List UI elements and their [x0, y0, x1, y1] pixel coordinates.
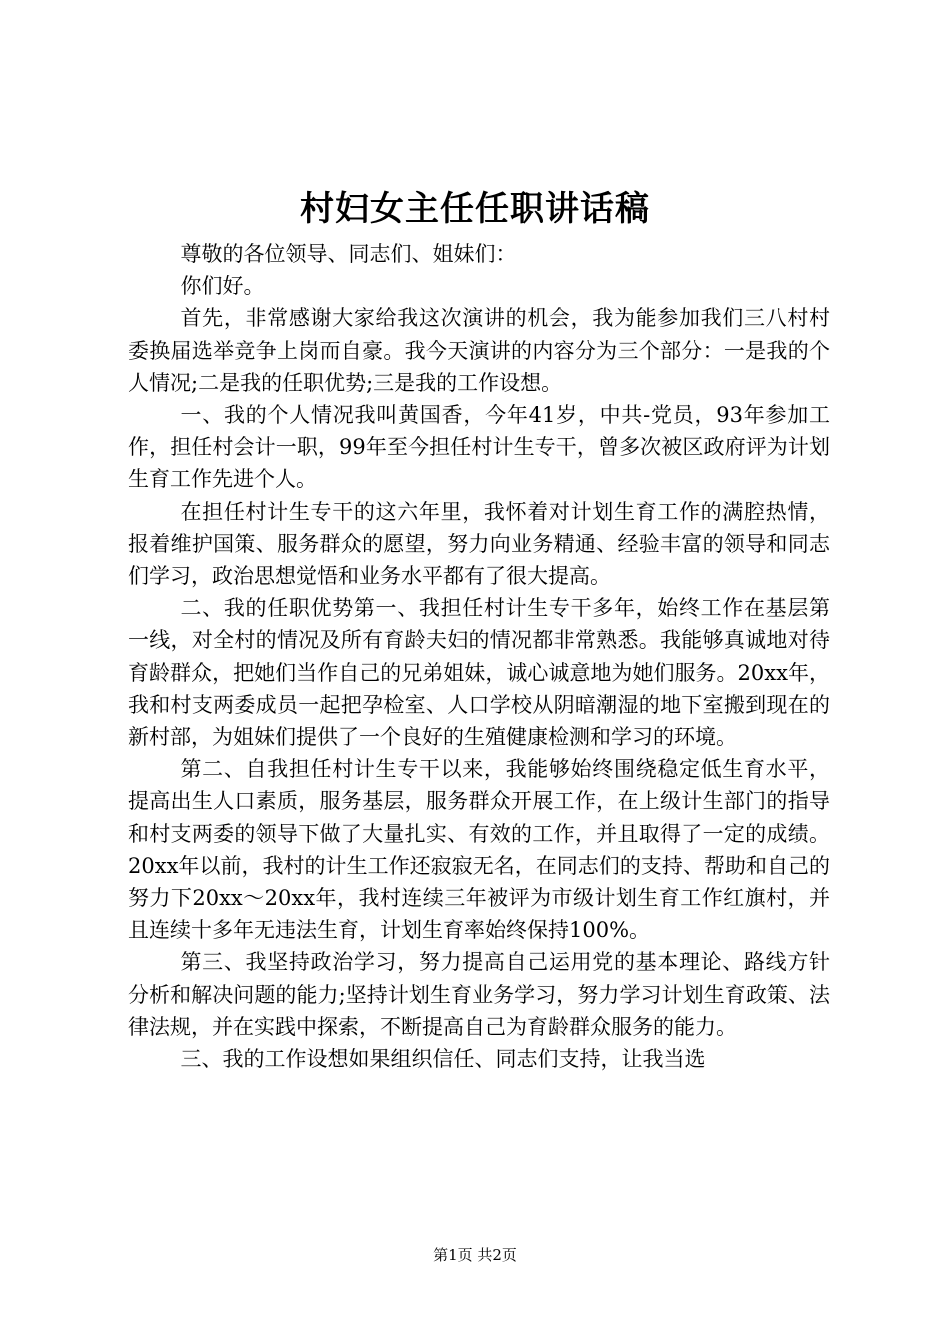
paragraph-intro: 首先，非常感谢大家给我这次演讲的机会，我为能参加我们三八村村委换届选举竞争上岗而自豪。我今天演讲的内容分为三个部分：一是我的个人情况;二是我的任职优势;三是我的工作设想。 — [128, 306, 830, 395]
paragraph-advantage-three: 第三、我坚持政治学习，努力提高自己运用党的基本理论、路线方针分析和解决问题的能力;坚持计划生育业务学习，努力学习计划生育政策、法律法规，并在实践中探索，不断提高自己为育龄群众服务的能力。 — [128, 950, 830, 1039]
paragraph-personal-info: 一、我的个人情况我叫黄国香，今年41岁，中共-党员，93年参加工作，担任村会计一职，99年至今担任村计生专干，曾多次被区政府评为计划生育工作先进个人。 — [128, 403, 830, 492]
paragraph-hello: 你们好。 — [180, 274, 265, 299]
paragraph-experience: 在担任村计生专干的这六年里，我怀着对计划生育工作的满腔热情，报着维护国策、服务群众的愿望，努力向业务精通、经验丰富的领导和同志们学习，政治思想觉悟和业务水平都有了很大提高。 — [128, 499, 830, 589]
paragraph-advantage-two: 第二、自我担任村计生专干以来，我能够始终围绕稳定低生育水平，提高出生人口素质，服务基层，服务群众开展工作，在上级计生部门的指导和村支两委的领导下做了大量扎实、有效的工作，并且取得了一定的成绩。20xx年以前，我村的计生工作还寂寂无名，在同志们的支持、帮助和自己的努力下20xx～20xx年，我村连续三年被评为市级计划生育工作红旗村，并且连续十多年无违法生育，计划生育率始终保持100%。 — [128, 757, 830, 943]
paragraph-advantage-one: 二、我的任职优势第一、我担任村计生专干多年，始终工作在基层第一线，对全村的情况及所有育龄夫妇的情况都非常熟悉。我能够真诚地对待育龄群众，把她们当作自己的兄弟姐妹，诚心诚意地为她们服务。20xx年，我和村支两委成员一起把孕检室、人口学校从阴暗潮湿的地下室搬到现在的新村部，为姐妹们提供了一个良好的生殖健康检测和学习的环境。 — [128, 596, 830, 750]
paragraph-work-plan: 三、我的工作设想如果组织信任、同志们支持，让我当选 — [180, 1047, 706, 1072]
document-title: 村妇女主任任职讲话稿 — [300, 189, 650, 229]
document-body — [128, 238, 830, 1075]
page-footer: 第1页 共2页 — [433, 1246, 517, 1264]
paragraph-greeting: 尊敬的各位领导、同志们、姐妹们： — [180, 242, 517, 266]
